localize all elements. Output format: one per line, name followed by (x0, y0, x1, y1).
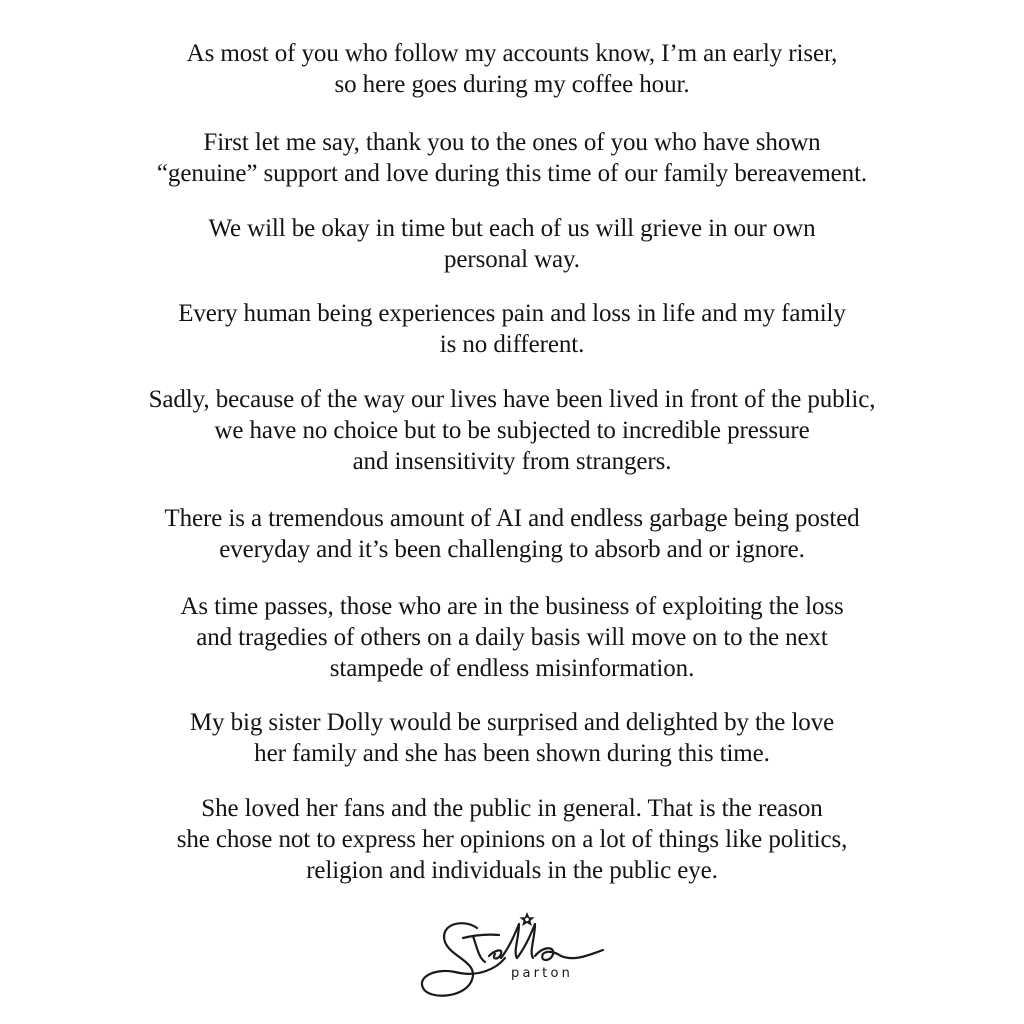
paragraph (60, 213, 964, 275)
paragraph (60, 298, 964, 360)
text-line: First let me say, thank you to the ones of you who have shown (203, 129, 821, 156)
text-line: her family and she has been shown during this time. (254, 740, 770, 767)
text-line: We will be okay in time but each of us will grieve in our own (208, 215, 816, 242)
text-line: we have no choice but to be subjected to incredible pressure (214, 417, 810, 444)
text-line: so here goes during my coffee hour. (334, 71, 690, 98)
text-line: Every human being experiences pain and loss in life and my family (178, 300, 846, 327)
text-line: and tragedies of others on a daily basis will move on to the next (196, 624, 828, 651)
paragraph (60, 793, 964, 886)
signature-logo (415, 908, 615, 1012)
signature-script (415, 908, 615, 1012)
paragraph (60, 707, 964, 769)
text-line: “genuine” support and love during this time of our family bereavement. (156, 160, 868, 187)
star-icon (519, 912, 534, 926)
text-line: As time passes, those who are in the business of exploiting the loss (180, 593, 844, 620)
text-line: She loved her fans and the public in general. That is the reason (201, 795, 823, 822)
text-line: religion and individuals in the public eye. (306, 857, 718, 884)
text-line: she chose not to express her opinions on a lot of things like politics, (176, 826, 848, 853)
text-line: is no different. (439, 331, 585, 358)
paragraph (60, 591, 964, 684)
text-line: As most of you who follow my accounts know, I’m an early riser, (186, 40, 838, 67)
paragraph (60, 384, 964, 477)
text-line: stampede of endless misinformation. (329, 655, 695, 682)
paragraph (60, 127, 964, 189)
signature-surname: parton (511, 966, 574, 981)
text-line: My big sister Dolly would be surprised and delighted by the love (189, 709, 835, 736)
text-line: There is a tremendous amount of AI and endless garbage being posted (164, 505, 860, 532)
paragraph (60, 503, 964, 565)
text-line: Sadly, because of the way our lives have been lived in front of the public, (148, 386, 876, 413)
paragraph (60, 38, 964, 100)
text-line: personal way. (444, 246, 580, 273)
text-line: everyday and it’s been challenging to absorb and or ignore. (219, 536, 805, 563)
text-line: and insensitivity from strangers. (352, 448, 672, 475)
